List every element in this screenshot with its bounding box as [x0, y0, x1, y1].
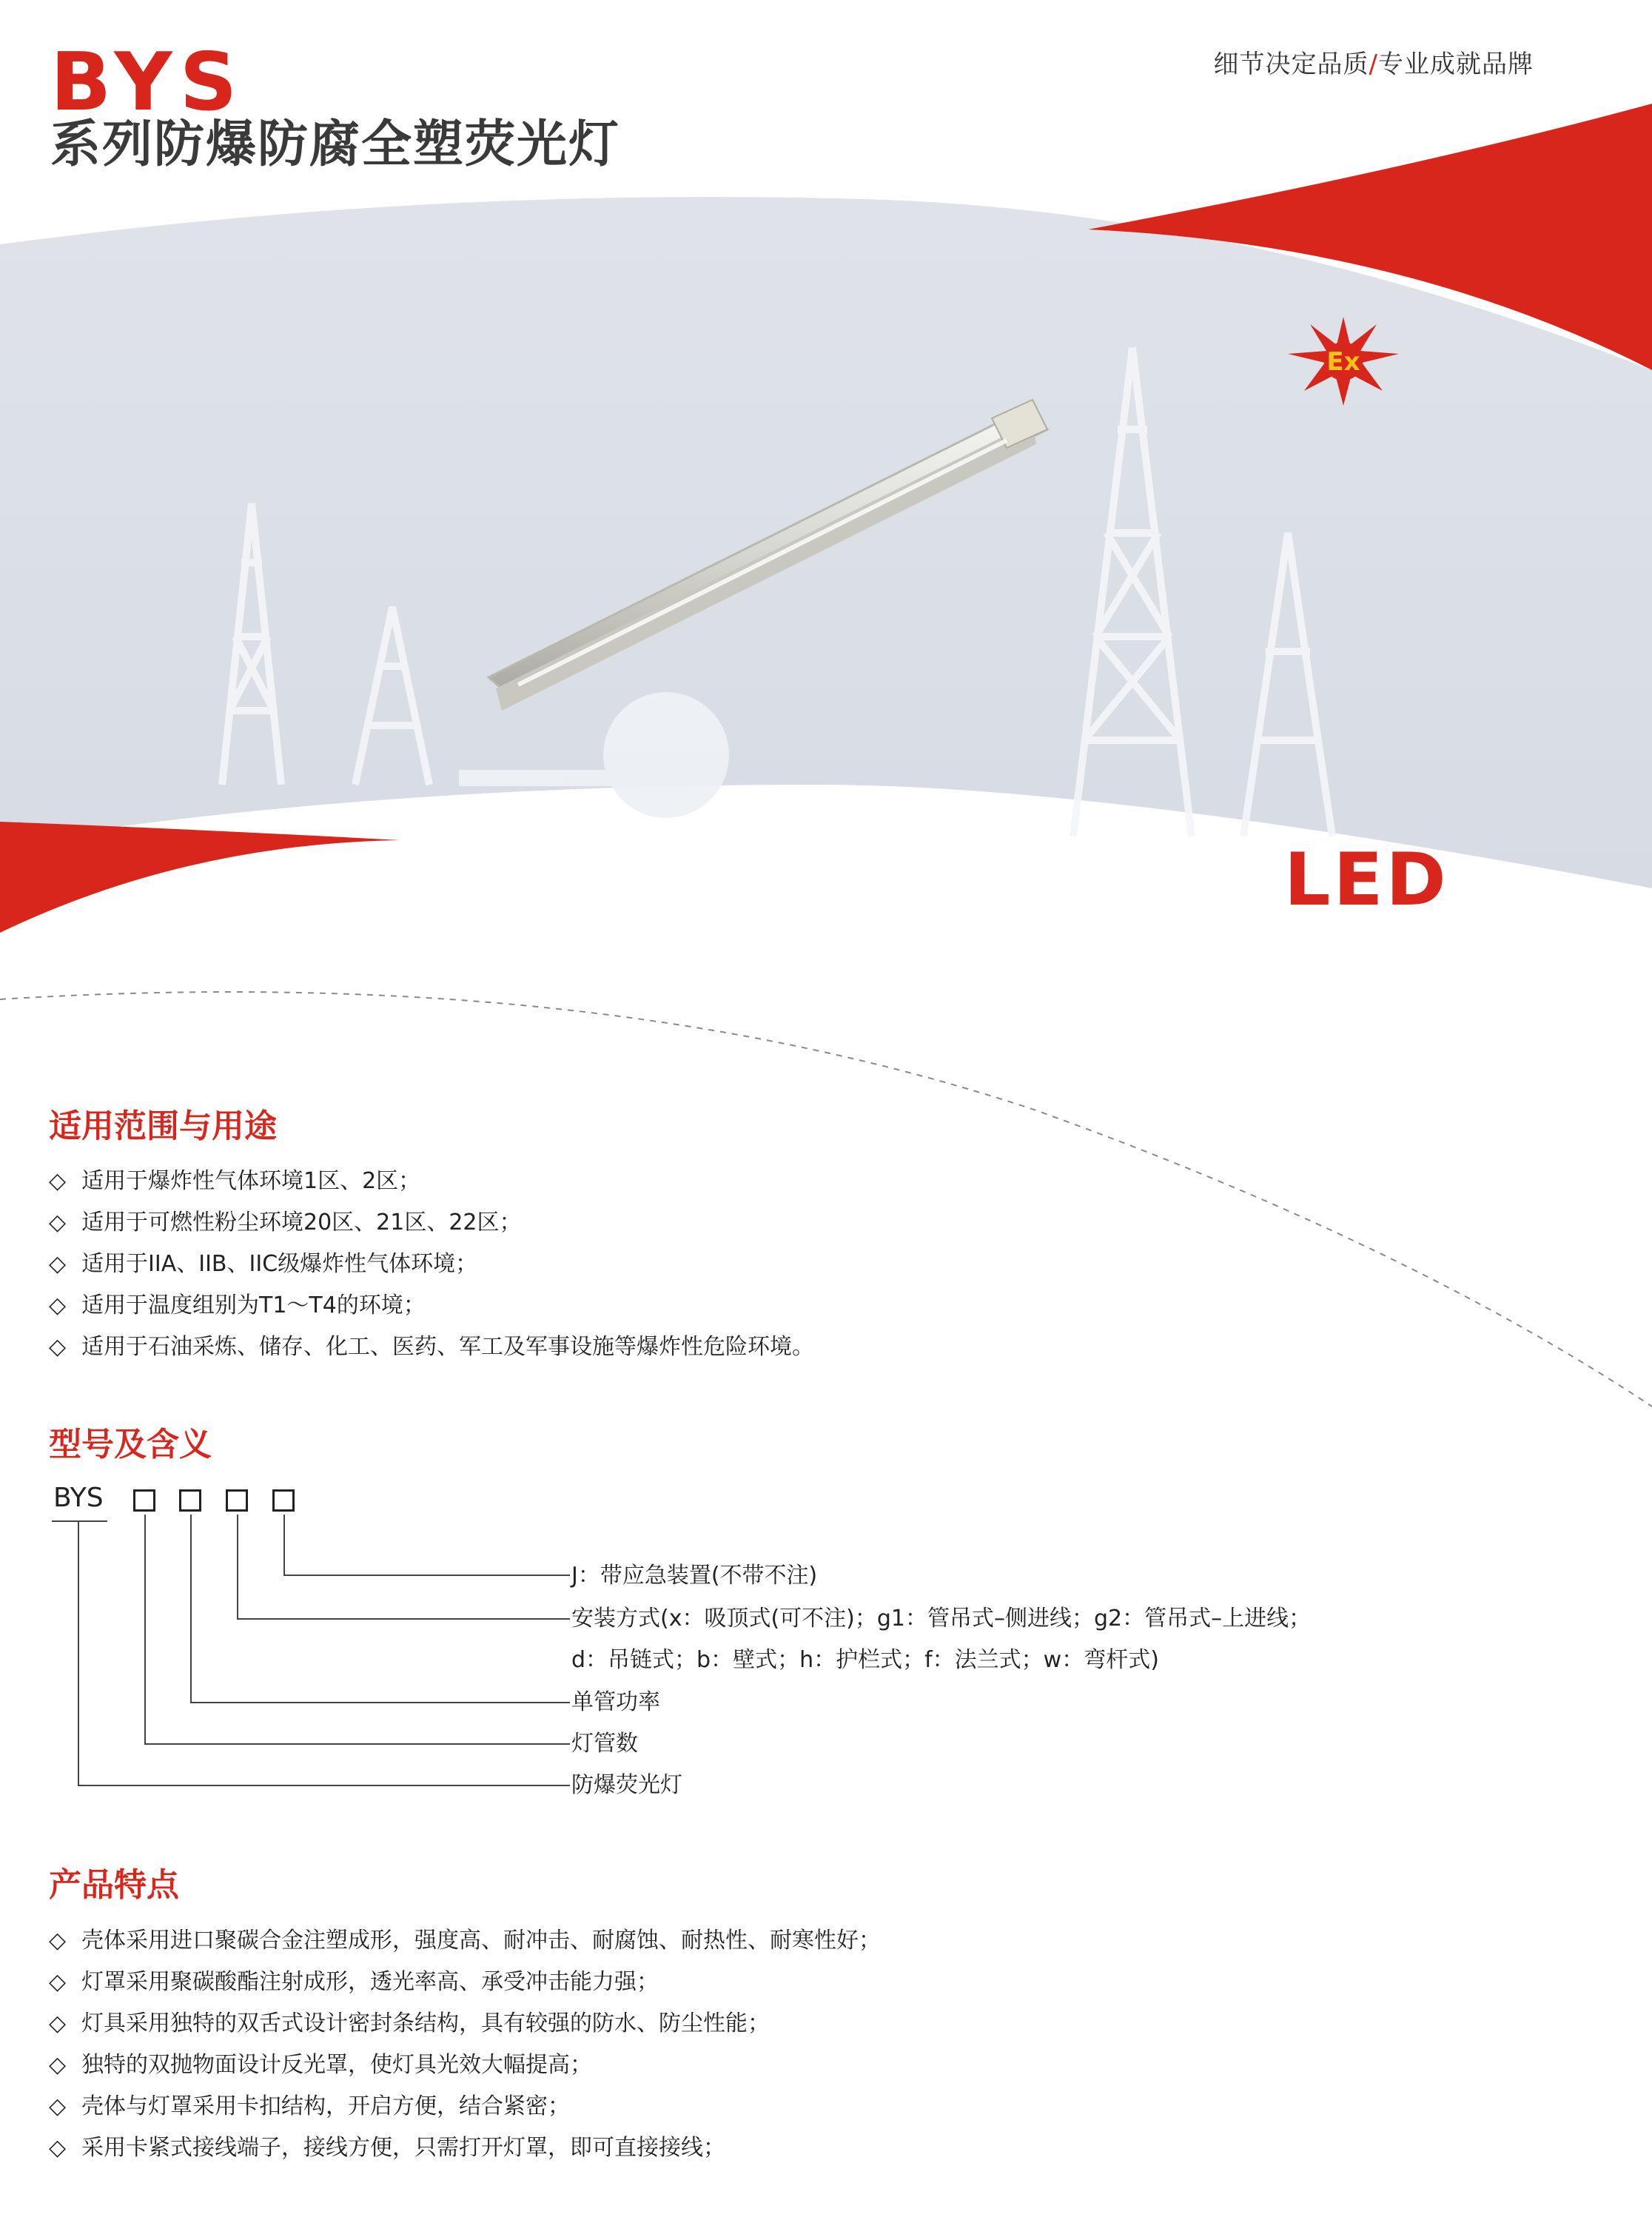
product-title: 系列防爆防腐全塑荧光灯	[50, 115, 621, 174]
list-item: ◇ 壳体与灯罩采用卡扣结构，开启方便，结合紧密；	[49, 2086, 881, 2127]
diamond-bullet-icon: ◇	[49, 2052, 67, 2078]
slogan-separator: /	[1369, 50, 1378, 79]
list-item: ◇ 独特的双抛物面设计反光罩，使灯具光效大幅提高；	[49, 2045, 881, 2086]
ex-starburst-icon	[1288, 317, 1399, 406]
list-item: ◇ 适用于爆炸性气体环境1区、2区；	[49, 1161, 814, 1202]
model-slot-box	[179, 1489, 201, 1512]
list-item: ◇ 适用于石油采炼、储存、化工、医药、军工及军事设施等爆炸性危险环境。	[49, 1327, 814, 1368]
connector-line	[283, 1515, 285, 1575]
diamond-bullet-icon: ◇	[49, 2093, 67, 2119]
model-desc-mounting-cont: d：吊链式；b：壁式；h：护栏式；f：法兰式；w：弯杆式)	[571, 1647, 1159, 1673]
connector-line	[78, 1522, 79, 1785]
connector-line	[237, 1618, 570, 1620]
model-slot-box	[226, 1489, 248, 1512]
model-slot-box	[272, 1489, 295, 1512]
model-code-prefix: BYS	[53, 1483, 104, 1513]
list-item: ◇ 适用于IIA、IIB、IIC级爆炸性气体环境；	[49, 1244, 814, 1285]
list-item: ◇ 灯罩采用聚碳酸酯注射成形，透光率高、承受冲击能力强；	[49, 1962, 881, 2003]
connector-line	[144, 1515, 146, 1744]
diamond-bullet-icon: ◇	[49, 1251, 67, 1277]
connector-line	[237, 1515, 238, 1619]
led-label: LED	[1284, 838, 1449, 922]
connector-line	[283, 1575, 570, 1576]
diamond-bullet-icon: ◇	[49, 1334, 67, 1360]
brand-logo: BYS	[50, 36, 245, 129]
connector-line	[78, 1785, 570, 1786]
connector-line	[190, 1515, 192, 1703]
model-desc-power: 单管功率	[571, 1689, 660, 1715]
list-item: ◇ 适用于温度组别为T1～T4的环境；	[49, 1285, 814, 1327]
model-desc-tubes: 灯管数	[571, 1731, 638, 1757]
model-slot-box	[133, 1489, 155, 1512]
features-list	[49, 1920, 881, 2169]
slogan	[1214, 52, 1534, 77]
model-desc-type: 防爆荧光灯	[571, 1772, 682, 1798]
list-item: ◇ 采用卡紧式接线端子，接线方便，只需打开灯罩，即可直接接线；	[49, 2127, 881, 2169]
slogan-part2: 专业成就品牌	[1378, 50, 1534, 79]
diamond-bullet-icon: ◇	[49, 1292, 67, 1318]
model-desc-mounting: 安装方式(x：吸顶式(可不注)；g1：管吊式–侧进线；g2：管吊式–上进线；	[571, 1606, 1312, 1632]
application-section-title: 适用范围与用途	[49, 1107, 277, 1145]
diamond-bullet-icon: ◇	[49, 1168, 67, 1194]
slogan-part1: 细节决定品质	[1213, 50, 1369, 79]
list-item: ◇ 灯具采用独特的双舌式设计密封条结构，具有较强的防水、防尘性能；	[49, 2003, 881, 2045]
connector-line	[144, 1743, 570, 1745]
diamond-bullet-icon: ◇	[49, 1210, 67, 1235]
model-section-title: 型号及含义	[49, 1426, 212, 1463]
diamond-bullet-icon: ◇	[49, 1928, 67, 1954]
underline	[52, 1520, 107, 1522]
ex-mark: Ex	[1326, 347, 1360, 377]
diamond-bullet-icon: ◇	[49, 2011, 67, 2036]
features-section-title: 产品特点	[49, 1866, 179, 1904]
diamond-bullet-icon: ◇	[49, 2135, 67, 2161]
model-desc-emergency: J：带应急装置(不带不注)	[571, 1563, 818, 1589]
list-item: ◇ 壳体采用进口聚碳合金注塑成形，强度高、耐冲击、耐腐蚀、耐热性、耐寒性好；	[49, 1920, 881, 1962]
list-item: ◇ 适用于可燃性粉尘环境20区、21区、22区；	[49, 1202, 814, 1244]
connector-line	[190, 1702, 570, 1703]
diamond-bullet-icon: ◇	[49, 1969, 67, 1995]
application-list	[49, 1161, 814, 1368]
